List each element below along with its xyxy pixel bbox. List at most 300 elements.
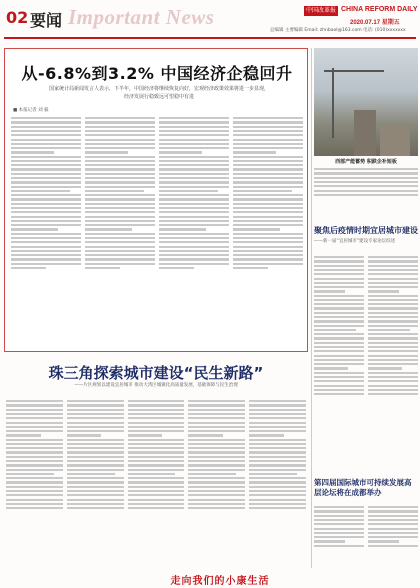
feature-headline[interactable]: 从-6.8%到3.2% 中国经济企稳回升 (21, 64, 293, 83)
section-title: 要闻 (30, 11, 63, 30)
text-line (314, 342, 364, 344)
text-line (85, 216, 155, 218)
text-line (368, 380, 418, 382)
text-line (249, 417, 306, 419)
editor-info: 总编辑 主要编辑 Email: zhnbaol@163.com 电话: (010)xxxxxxx (270, 28, 406, 33)
text-line (128, 409, 185, 411)
text-line (128, 443, 185, 445)
text-line (6, 469, 63, 471)
text-line (85, 139, 155, 141)
text-line (11, 233, 81, 235)
text-line (368, 312, 418, 314)
text-line (67, 486, 124, 488)
text-line (67, 464, 124, 466)
text-line (6, 486, 63, 488)
second-column (188, 398, 245, 568)
text-line (368, 528, 418, 530)
text-line (314, 519, 364, 521)
text-line (314, 515, 364, 517)
text-line (159, 130, 229, 132)
text-line (159, 173, 229, 175)
text-line (6, 473, 54, 475)
text-line (188, 473, 236, 475)
text-line (368, 385, 418, 387)
text-line (368, 273, 418, 275)
second-article-body (6, 398, 306, 568)
text-line (249, 400, 306, 402)
text-line (314, 282, 364, 284)
text-line (85, 143, 155, 145)
text-line (128, 439, 185, 441)
side-story-subhead: ——新一届“宜居城市”建设专家论坛综述 (314, 239, 396, 244)
text-line (159, 168, 229, 170)
text-line (233, 177, 303, 179)
text-line (188, 499, 245, 501)
text-line (368, 359, 418, 361)
column-divider (311, 48, 312, 568)
text-line (128, 400, 185, 402)
text-line (128, 422, 185, 424)
text-line (67, 400, 124, 402)
text-line (368, 303, 418, 305)
text-line (11, 130, 81, 132)
text-line (368, 540, 399, 542)
text-line (368, 333, 418, 335)
text-line (6, 422, 63, 424)
text-line (233, 207, 303, 209)
text-line (85, 134, 155, 136)
text-line (314, 260, 364, 262)
issue-date: 2020.07.17 星期五 (350, 20, 400, 26)
text-line (159, 143, 229, 145)
text-line (159, 177, 229, 179)
text-line (249, 473, 297, 475)
text-line (314, 290, 345, 292)
text-line (6, 439, 63, 441)
text-line (128, 404, 185, 406)
text-line (314, 295, 364, 297)
text-line (314, 177, 418, 179)
text-line (159, 181, 229, 183)
page-number: 02 (6, 8, 29, 27)
text-line (67, 434, 102, 436)
text-line (85, 164, 155, 166)
text-line (249, 426, 306, 428)
text-line (6, 477, 63, 479)
text-line (11, 258, 81, 260)
text-line (6, 464, 63, 466)
text-line (67, 422, 124, 424)
text-line (67, 404, 124, 406)
text-line (6, 417, 63, 419)
construction-photo (314, 48, 418, 156)
text-line (128, 503, 185, 505)
text-line (314, 545, 364, 547)
text-line (159, 224, 229, 226)
paper-logo: 中国改革报 (305, 7, 336, 14)
text-line (233, 216, 303, 218)
text-line (314, 385, 364, 387)
building-shape (380, 126, 410, 156)
footer-banner: 走向我们的小康生活 (170, 576, 270, 587)
text-line (67, 499, 124, 501)
text-line (233, 194, 303, 196)
text-line (314, 273, 364, 275)
text-line (314, 355, 364, 357)
text-line (314, 367, 348, 369)
text-line (85, 211, 155, 213)
text-line (314, 172, 418, 174)
crane-shape (332, 68, 334, 138)
text-line (11, 241, 81, 243)
text-line (85, 126, 155, 128)
text-line (6, 456, 63, 458)
second-column (128, 398, 185, 568)
text-line (6, 413, 63, 415)
text-line (6, 434, 41, 436)
text-line (6, 503, 63, 505)
second-column (67, 398, 124, 568)
text-line (67, 426, 124, 428)
text-line (188, 507, 245, 509)
paper-name-en: CHINA REFORM DAILY (341, 6, 418, 13)
text-line (188, 477, 245, 479)
text-line (85, 194, 155, 196)
text-line (368, 355, 418, 357)
text-line (368, 545, 418, 547)
text-line (188, 464, 245, 466)
text-line (233, 186, 303, 188)
text-line (314, 278, 364, 280)
text-line (67, 507, 124, 509)
text-line (128, 481, 185, 483)
text-line (368, 320, 418, 322)
page-header (0, 0, 420, 40)
text-line (233, 228, 280, 230)
text-line (159, 263, 229, 265)
text-line (233, 211, 303, 213)
text-line (11, 190, 70, 192)
feature-column (233, 115, 303, 349)
text-line (128, 477, 185, 479)
text-line (11, 228, 58, 230)
text-line (85, 241, 155, 243)
text-line (314, 523, 364, 525)
text-line (368, 282, 418, 284)
side-story-headline[interactable]: 聚焦后疫情时期宜居城市建设 (314, 226, 418, 235)
text-line (314, 307, 364, 309)
text-line (233, 203, 303, 205)
text-line (188, 409, 245, 411)
text-line (159, 216, 229, 218)
photo-caption-text (314, 166, 418, 218)
text-line (233, 224, 303, 226)
text-line (11, 143, 81, 145)
text-line (85, 267, 120, 269)
text-line (188, 456, 245, 458)
text-line (233, 126, 303, 128)
text-line (188, 469, 245, 471)
caption-body (314, 168, 418, 218)
text-line (188, 447, 245, 449)
text-line (314, 256, 364, 258)
text-line (159, 117, 229, 119)
text-line (85, 263, 155, 265)
text-line (67, 469, 124, 471)
text-line (128, 417, 185, 419)
text-line (188, 486, 245, 488)
text-line (233, 263, 303, 265)
feature-article[interactable] (4, 48, 308, 352)
text-line (368, 510, 418, 512)
text-line (249, 499, 306, 501)
text-line (368, 519, 418, 521)
text-line (233, 258, 303, 260)
text-line (11, 134, 81, 136)
text-line (249, 456, 306, 458)
text-line (67, 447, 124, 449)
feature-byline: ■ 本报记者 刘 毅 (13, 108, 49, 113)
text-line (249, 422, 306, 424)
text-line (368, 506, 418, 508)
text-line (314, 528, 364, 530)
text-line (67, 439, 124, 441)
text-line (159, 126, 229, 128)
side-column (314, 504, 364, 568)
text-line (368, 536, 418, 538)
text-line (11, 160, 81, 162)
text-line (159, 211, 229, 213)
text-line (249, 486, 306, 488)
text-line (249, 447, 306, 449)
text-line (11, 194, 81, 196)
text-line (314, 359, 364, 361)
text-line (233, 250, 303, 252)
text-line (85, 207, 155, 209)
text-line (233, 156, 303, 158)
building-shape (354, 110, 376, 156)
text-line (159, 198, 229, 200)
text-line (85, 228, 132, 230)
text-line (11, 237, 81, 239)
text-line (314, 510, 364, 512)
text-line (85, 190, 144, 192)
text-line (85, 117, 155, 119)
text-line (368, 372, 418, 374)
text-line (233, 151, 276, 153)
text-line (368, 299, 418, 301)
text-line (233, 139, 303, 141)
text-line (11, 216, 81, 218)
second-deck: ——片区规划以建设宜居城市 推动大湾区城镇化高质量发展，基础保障与民生治理 (74, 383, 238, 388)
text-line (128, 473, 176, 475)
text-line (67, 477, 124, 479)
text-line (159, 258, 229, 260)
text-line (6, 443, 63, 445)
text-line (249, 443, 306, 445)
text-line (11, 156, 81, 158)
text-line (249, 404, 306, 406)
text-line (233, 117, 303, 119)
text-line (188, 503, 245, 505)
text-line (85, 254, 155, 256)
text-line (6, 447, 63, 449)
text-line (314, 350, 364, 352)
text-line (368, 393, 418, 395)
text-line (159, 194, 229, 196)
text-line (11, 121, 81, 123)
text-line (368, 389, 418, 391)
text-line (159, 254, 229, 256)
text-line (314, 312, 364, 314)
text-line (159, 241, 229, 243)
feature-deck: 国家统计局新闻发言人表示，下半年，中国经济将继续恢复向好，宏观经济政策效果将进一步显现，经济发展行稳致远可望稳中有进 (49, 86, 270, 100)
text-line (314, 185, 418, 187)
text-line (11, 254, 81, 256)
text-line (11, 246, 81, 248)
text-line (314, 532, 364, 534)
text-line (314, 506, 364, 508)
text-line (159, 246, 229, 248)
text-line (6, 481, 63, 483)
text-line (233, 160, 303, 162)
text-line (6, 507, 63, 509)
feature-column (11, 115, 81, 349)
text-line (11, 151, 54, 153)
side-story[interactable] (314, 226, 418, 244)
text-line (6, 499, 63, 501)
text-line (128, 494, 185, 496)
text-line (368, 260, 418, 262)
text-line (159, 186, 229, 188)
text-line (314, 376, 364, 378)
text-line (368, 329, 410, 331)
text-line (314, 299, 364, 301)
text-line (85, 177, 155, 179)
side-column (368, 504, 418, 568)
text-line (85, 186, 155, 188)
text-line (11, 164, 81, 166)
text-line (85, 246, 155, 248)
text-line (11, 186, 81, 188)
text-line (85, 198, 155, 200)
text-line (11, 177, 81, 179)
text-line (249, 494, 306, 496)
text-line (6, 409, 63, 411)
second-headline[interactable]: 珠三角探索城市建设“民生新路” (48, 364, 264, 382)
text-line (85, 237, 155, 239)
text-line (11, 263, 81, 265)
text-line (11, 207, 81, 209)
text-line (159, 121, 229, 123)
text-line (6, 490, 63, 492)
text-line (368, 376, 418, 378)
text-line (11, 203, 81, 205)
text-line (159, 164, 229, 166)
text-line (11, 173, 81, 175)
text-line (249, 507, 306, 509)
text-line (368, 316, 418, 318)
text-line (368, 350, 418, 352)
text-line (314, 540, 345, 542)
text-line (249, 439, 306, 441)
text-line (233, 173, 303, 175)
text-line (67, 473, 115, 475)
text-line (67, 451, 124, 453)
text-line (233, 237, 303, 239)
text-line (159, 203, 229, 205)
side-story-body (314, 254, 418, 470)
text-line (159, 233, 229, 235)
text-line (233, 147, 303, 149)
text-line (249, 464, 306, 466)
text-line (249, 460, 306, 462)
text-line (368, 367, 402, 369)
text-line (67, 413, 124, 415)
text-line (128, 460, 185, 462)
text-line (314, 168, 418, 170)
text-line (368, 325, 418, 327)
text-line (85, 156, 155, 158)
side-story-2-headline[interactable]: 第四届国际城市可持续发展高层论坛将在成都举办 (314, 478, 412, 497)
text-line (188, 439, 245, 441)
text-line (368, 363, 418, 365)
text-line (314, 337, 364, 339)
text-line (6, 451, 63, 453)
text-line (314, 393, 364, 395)
text-line (188, 460, 245, 462)
text-line (249, 451, 306, 453)
text-line (67, 417, 124, 419)
text-line (249, 469, 306, 471)
text-line (314, 303, 364, 305)
header-rule (4, 37, 416, 39)
text-line (188, 404, 245, 406)
text-line (314, 286, 364, 288)
text-line (11, 250, 81, 252)
text-line (368, 278, 418, 280)
text-line (85, 250, 155, 252)
text-line (233, 241, 303, 243)
text-line (188, 443, 245, 445)
text-line (233, 267, 268, 269)
text-line (128, 451, 185, 453)
text-line (11, 181, 81, 183)
text-line (128, 486, 185, 488)
text-line (233, 134, 303, 136)
text-line (6, 426, 63, 428)
text-line (233, 233, 303, 235)
text-line (11, 126, 81, 128)
side-story-2[interactable] (314, 478, 418, 498)
text-line (188, 494, 245, 496)
text-line (85, 151, 128, 153)
text-line (314, 329, 356, 331)
text-line (67, 443, 124, 445)
text-line (249, 413, 306, 415)
second-column (249, 398, 306, 568)
text-line (85, 181, 155, 183)
text-line (11, 198, 81, 200)
text-line (11, 168, 81, 170)
text-line (249, 434, 284, 436)
text-line (11, 267, 46, 269)
text-line (368, 307, 418, 309)
text-line (368, 286, 418, 288)
text-line (188, 426, 245, 428)
text-line (368, 295, 418, 297)
text-line (314, 363, 364, 365)
